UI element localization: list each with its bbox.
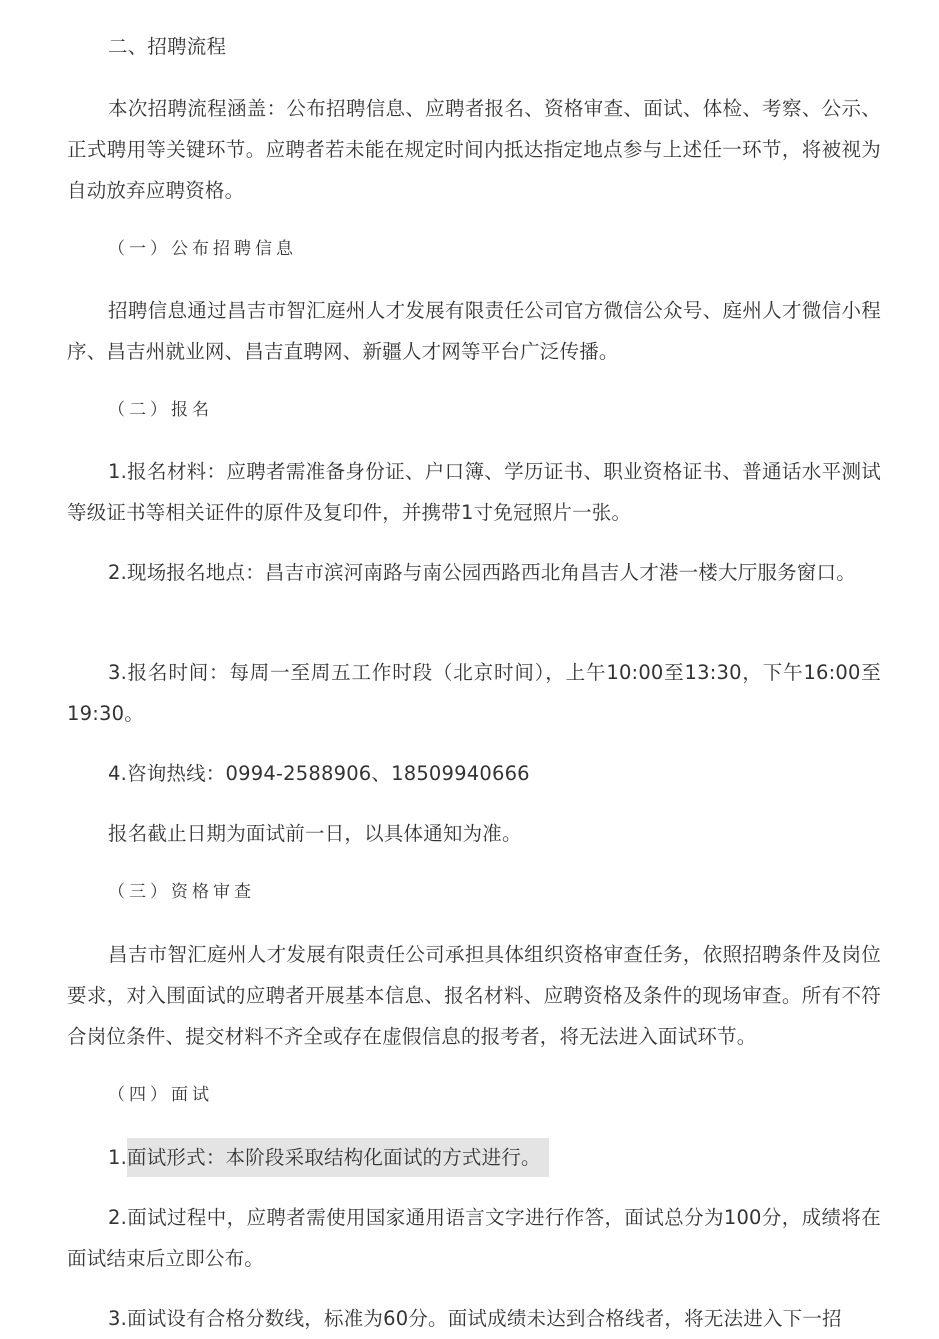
interview-passing-score: 3.面试设有合格分数线，标准为60分。面试成绩未达到合格线者，将无法进入下一招 bbox=[108, 1307, 842, 1330]
qualification-review-paragraph: 昌吉市智汇庭州人才发展有限责任公司承担具体组织资格审查任务，依照招聘条件及岗位要求，对入围面试的应聘者开展基本信息、报名材料、应聘资格及条件的现场审查。所有不符合岗位条件、提交材料不齐全或存在虚假信息的报考者，将无法进入面试环节。 bbox=[67, 943, 881, 1048]
registration-deadline: 报名截止日期为面试前一日，以具体通知为准。 bbox=[108, 822, 522, 845]
publish-info-paragraph: 招聘信息通过昌吉市智汇庭州人才发展有限责任公司官方微信公众号、庭州人才微信小程序、昌吉州就业网、昌吉直聘网、新疆人才网等平台广泛传播。 bbox=[67, 299, 881, 363]
subheading-interview: （四）面试 bbox=[108, 1085, 213, 1105]
interview-format bbox=[67, 1137, 881, 1178]
section-title: 二、招聘流程 bbox=[108, 35, 227, 58]
registration-location: 2.现场报名地点：昌吉市滨河南路与南公园西路西北角昌吉人才港一楼大厅服务窗口。 bbox=[108, 561, 856, 584]
interview-process: 2.面试过程中，应聘者需使用国家通用语言文字进行作答，面试总分为100分，成绩将在面试结束后立即公布。 bbox=[67, 1206, 881, 1270]
registration-materials: 1.报名材料：应聘者需准备身份证、户口簿、学历证书、职业资格证书、普通话水平测试等级证书等相关证件的原件及复印件，并携带1寸免冠照片一张。 bbox=[67, 460, 881, 524]
interview-format-highlight: 面试形式：本阶段采取结构化面试的方式进行。 bbox=[127, 1138, 549, 1177]
subheading-registration: （二）报名 bbox=[108, 400, 213, 420]
registration-time: 3.报名时间：每周一至周五工作时段（北京时间），上午10:00至13:30，下午16:00至19:30。 bbox=[67, 661, 881, 725]
subheading-qualification-review: （三）资格审查 bbox=[108, 882, 255, 902]
consultation-hotline: 4.咨询热线：0994-2588906、18509940666 bbox=[108, 762, 530, 785]
intro-paragraph: 本次招聘流程涵盖：公布招聘信息、应聘者报名、资格审查、面试、体检、考察、公示、正式聘用等关键环节。应聘者若未能在规定时间内抵达指定地点参与上述任一环节，将被视为自动放弃应聘资格。 bbox=[67, 97, 881, 202]
interview-format-number: 1. bbox=[108, 1146, 128, 1169]
subheading-publish-info: （一）公布招聘信息 bbox=[108, 239, 297, 259]
